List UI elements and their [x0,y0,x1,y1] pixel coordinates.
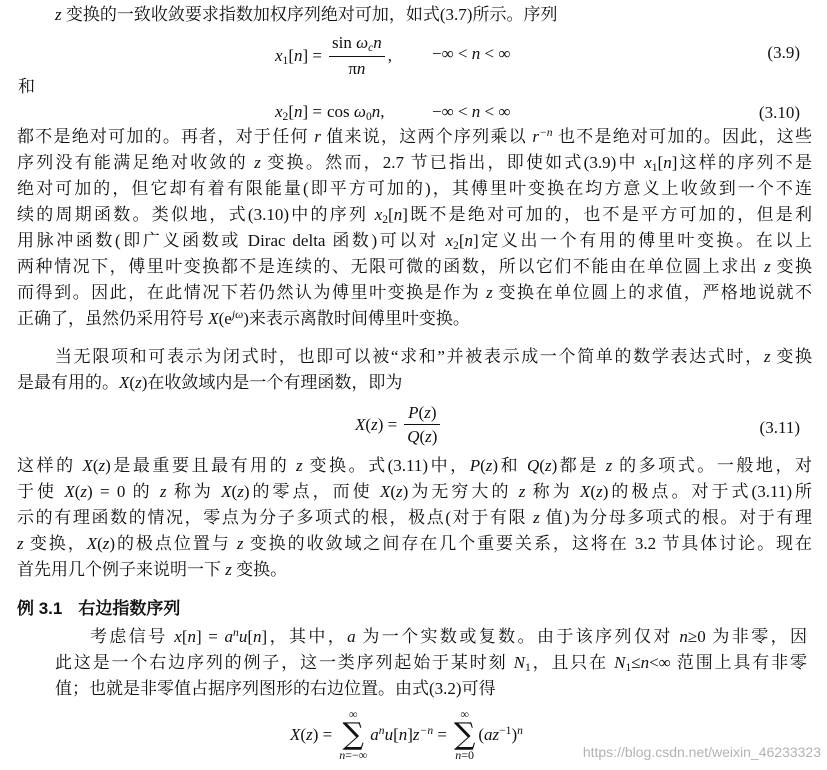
equation-3-9 [275,33,392,78]
math-variable: ω [353,102,366,121]
math-variable: z [396,482,403,501]
fraction-denominator [329,57,385,78]
text-run: [ [247,627,253,646]
text-line [17,280,812,306]
text-run: ]，其中， [261,627,348,646]
text-run: < ∞ [480,44,511,63]
text-run: 序列没有能满足绝对收敛的 [17,153,255,172]
math-variable: z [763,347,771,366]
math-variable: r [532,127,539,146]
text-line [17,176,812,202]
text-run: ) [431,427,438,446]
math-variable: n [356,59,366,78]
text-run: ) [430,403,437,422]
equation-rhs [327,102,385,124]
math-variable: N [513,653,525,672]
text-run: ) = [312,725,333,744]
math-variable: z [544,456,552,475]
text-line [17,202,812,228]
text-run: )都是 [551,456,606,475]
math-variable: z [764,257,771,276]
summation-lower-limit [455,749,474,762]
math-variable: z [425,427,432,446]
math-variable: z [102,534,110,553]
math-variable: X [119,373,130,392]
math-variable: n [373,33,382,52]
text-line [17,531,812,557]
text-run: ] = [302,102,322,121]
subscript: 0 [365,110,372,124]
text-run: [ [458,231,465,250]
fraction [329,33,385,78]
summation-lower-limit [339,749,367,762]
math-variable: z [486,283,493,302]
text-run: ( [300,725,307,744]
text-run: 正确了，虽然仍采用符号 [17,309,209,328]
text-run: )的极点。对于式(3.11)所 [602,482,813,501]
text-run: ] [407,725,413,744]
text-run: 续的周期函数。类似地，式(3.10)中的序列 [17,205,375,224]
paragraph-1 [17,124,812,332]
text-run: ( [478,725,485,744]
text-run: 首先用几个例子来说明一下 [17,560,226,579]
math-variable: z [371,414,378,434]
math-variable: X [82,456,93,475]
text-run: 为一个实数或复数。由于该序列仅对 [355,627,680,646]
text-run: 变换。 [231,560,288,579]
math-variable: z [485,456,493,475]
paragraph-intro [17,2,812,28]
subscript: c [368,41,374,55]
text-run: [ [288,45,294,65]
text-run: 变换的一致收敛要求指数加权序列绝对可加，如式(3.7)所示。序列 [61,5,558,24]
text-line [17,479,812,505]
text-run: 用脉冲函数(即广义函数或 Dirac delta 函数)可以对 [17,231,446,250]
equation-number: (3.11) [759,418,800,437]
text-run: ) [511,725,518,744]
text-run: 变换 [770,347,813,366]
math-variable: X [355,414,366,434]
math-variable: Q [407,427,420,446]
paragraph-conjunction [18,74,78,100]
text-run: ( [418,403,425,422]
text-run: <∞ 范围上具有非零 [649,653,807,672]
math-variable: x [275,102,283,121]
math-variable: n [187,627,196,646]
math-variable: x [374,205,383,224]
equation-range [432,42,511,66]
text-run: ( [92,456,99,475]
text-line [17,505,812,531]
fraction [404,403,440,446]
example-title: 右边指数序列 [78,599,181,618]
math-variable: n [663,153,672,172]
text-run: 的多项式。一般地，对 [612,456,813,475]
math-variable: z [306,725,313,744]
subscript: 2 [382,213,389,227]
text-run: 称为 [166,482,222,501]
text-line [18,74,78,100]
math-variable: z [605,456,613,475]
equation-lhs [275,46,322,66]
subscript: 2 [282,110,289,124]
text-run: ) = [377,414,398,434]
text-run: )为无穷大的 [402,482,519,501]
text-run: ] = [302,45,322,65]
text-run: ( [231,482,238,501]
text-line [17,370,812,396]
math-variable: n [471,44,481,63]
math-variable: X [379,482,391,501]
text-run: ( [74,482,81,501]
text-run: < ∞ [480,102,511,121]
math-variable: n [371,102,381,121]
equation-range [432,100,511,124]
text-run: )来表示离散时间傅里叶变换。 [243,309,470,328]
text-run: 值)为分母多项式的根。对于有理 [539,508,812,527]
text-run: )在收敛域内是一个有理函数，即为 [141,373,403,392]
text-run: 变换。式(3.11)中， [302,456,470,475]
text-run: ( [590,482,597,501]
math-variable: z [135,373,142,392]
text-run: 值来说，这两个序列乘以 [320,127,533,146]
superscript: n [517,723,523,737]
text-run: )和 [492,456,527,475]
math-variable: x [275,45,283,65]
text-run: 变换在单位圆上的求值，严格地说就不 [492,283,813,302]
text-run: ≥0 为非零，因 [687,627,807,646]
text-run: [ [657,153,664,172]
math-variable: z [236,534,244,553]
text-run: [ [181,627,188,646]
text-run: ( [480,456,486,475]
watermark-url: https://blog.csdn.net/weixin_46233323 [582,744,821,760]
text-run: , [380,102,385,121]
text-run: ( [97,534,103,553]
text-run: ]既不是绝对可加的，也不是平方可加的，但是利 [402,205,812,224]
math-variable: n [294,102,303,121]
paragraph-3 [17,453,812,583]
text-run: =−∞ [345,748,368,762]
text-run: = [433,725,447,744]
text-run: 绝对可加的，但它却有着有限能量(即平方可加的)，其傅里叶变换在均方意义上收敛到一个不连 [17,179,812,198]
equation-example-3-1 [290,708,523,762]
text-run: )的零点，而使 [243,482,380,501]
text-line [17,228,812,254]
superscript: jω [231,307,244,321]
math-variable: z [98,456,106,475]
math-variable: a [347,627,356,646]
math-variable: x [445,231,454,250]
equation-lhs [290,725,332,745]
equation-number: (3.10) [758,103,800,122]
math-variable: P [469,456,481,475]
text-run: 于使 [17,482,65,501]
text-run: 此这是一个右边序列的例子，这一类序列起始于某时刻 [55,653,514,672]
text-run: 都不是绝对可加的。再者，对于任何 [17,127,315,146]
text-run: [ [288,102,294,121]
superscript: −1 [499,723,512,737]
math-variable: a [224,627,234,646]
superscript: n [233,625,239,639]
math-variable: z [412,725,420,744]
text-line [17,557,812,583]
math-variable: z [533,508,540,527]
text-run: 当无限项和可表示为闭式时，也即可以被“求和”并被表示成一个简单的数学表达式时， [55,347,764,366]
text-run: ]这样的序列不是 [671,153,812,172]
equation-punctuation [388,46,392,66]
math-variable: a [370,725,379,744]
math-variable: X [580,482,591,501]
text-run: )是最重要且最有用的 [105,456,297,475]
text-run: ( [365,414,372,434]
text-run: −∞ < [432,102,472,121]
summation [454,708,475,762]
text-line [17,254,812,280]
text-run: 变换。然而，2.7 节已指出，即使如式(3.9)中 [260,153,645,172]
math-variable: X [221,482,232,501]
text-line [17,2,812,28]
text-run: 变换 [770,257,813,276]
superscript: −n [538,125,553,139]
text-line [55,650,807,676]
text-run: 值；也就是非零值占据序列图形的右边位置。由式(3.2)可得 [55,679,496,698]
example-heading [17,596,180,622]
math-variable: n [393,205,403,224]
math-variable: Q [526,456,540,475]
math-variable: X [290,725,301,744]
equation-lhs [275,102,322,124]
text-line [17,124,812,150]
math-variable: N [614,653,626,672]
text-run: 考虑信号 [90,627,175,646]
equation-rhs [478,725,523,745]
text-run: −∞ < [432,44,472,63]
text-run: sin [332,33,357,52]
text-run: 变换， [23,534,87,553]
math-variable: n [640,653,650,672]
subscript: 2 [453,239,459,253]
text-run: (e [218,309,232,328]
text-run: [ [393,725,399,744]
superscript: n [378,723,385,737]
text-line [55,624,807,650]
math-variable: z [225,560,232,579]
text-line [17,453,812,479]
text-run: =0 [461,748,475,762]
math-variable: n [398,725,408,744]
text-run: 是最有用的。 [17,373,119,392]
text-run: π [348,59,357,78]
text-run: ]定义出一个有用的傅里叶变换。在以上 [472,231,812,250]
math-variable: n [253,627,262,646]
equation-lhs [355,415,397,435]
math-variable: z [80,482,88,501]
subscript: 1 [282,53,289,67]
fraction-denominator [404,425,440,446]
equation-term [370,725,447,745]
math-variable: P [408,403,419,422]
fraction-numerator [404,403,440,425]
text-run: ≤ [631,653,641,672]
math-variable: X [64,482,75,501]
text-line [17,344,812,370]
math-variable: z [518,482,526,501]
math-variable: n [464,231,473,250]
equation-3-11 [355,403,443,446]
equation-number: (3.9) [767,43,800,62]
summation-sign: ∑ [342,717,364,752]
equation-3-10 [275,100,384,126]
math-variable: a [484,725,493,744]
text-run: ( [539,456,545,475]
text-run: ) = 0 的 [87,482,160,501]
subscript: 1 [651,161,658,175]
math-variable: n [339,748,346,762]
subscript: 1 [625,661,632,675]
math-variable: z [55,5,62,24]
text-run: [ [388,205,394,224]
math-variable: z [254,153,261,172]
math-variable: n [679,627,688,646]
math-variable: z [17,534,24,553]
math-variable: z [237,482,244,501]
text-line [17,306,812,332]
text-run: ( [419,427,426,446]
superscript: −n [419,723,434,737]
text-run: 称为 [525,482,580,501]
text-run: 这样的 [17,456,83,475]
text-run: )的极点位置与 [109,534,237,553]
text-line [55,676,807,702]
text-run: ( [129,373,136,392]
summation [339,708,367,762]
paragraph-example [55,624,807,702]
fraction-numerator [329,33,385,57]
math-variable: X [208,309,219,328]
math-variable: z [424,403,431,422]
text-run: 和 [18,77,35,96]
math-variable: r [314,127,321,146]
subscript: 1 [524,661,531,675]
text-run: 也不是绝对可加的。因此，这些 [552,127,813,146]
text-run: ∞ [460,707,469,721]
math-variable: n [455,748,462,762]
text-run: ] = [195,627,225,646]
summation-sign: ∑ [453,717,476,752]
math-variable: z [296,456,303,475]
math-variable: n [294,45,303,65]
text-run: 而得到。因此，在此情况下若仍然认为傅里叶变换是作为 [17,283,487,302]
math-variable: z [159,482,167,501]
text-run: ( [390,482,397,501]
text-line [17,150,812,176]
text-run: ∞ [348,707,358,721]
math-variable: u [384,725,394,744]
paragraph-2 [17,344,812,396]
math-variable: z [596,482,603,501]
math-variable: X [86,534,98,553]
math-variable: x [174,627,182,646]
math-variable: n [471,102,481,121]
math-variable: u [238,627,248,646]
text-run: 示的有理函数的情况，零点为分子多项式的根，极点(对于有限 [17,508,534,527]
example-number: 例 3.1 [17,599,63,618]
math-variable: ω [356,33,369,52]
math-variable: z [492,725,500,744]
text-run: ，且只在 [530,653,615,672]
text-run: , [387,45,392,65]
text-run: 两种情况下，傅里叶变换都不是连续的、无限可微的函数，所以它们不能由在单位圆上求出 [17,257,765,276]
text-run: 变换的收敛域之间存在几个重要关系，这将在 3.2 节具体讨论。现在 [243,534,813,553]
math-variable: x [644,153,652,172]
text-run: cos [327,102,354,121]
